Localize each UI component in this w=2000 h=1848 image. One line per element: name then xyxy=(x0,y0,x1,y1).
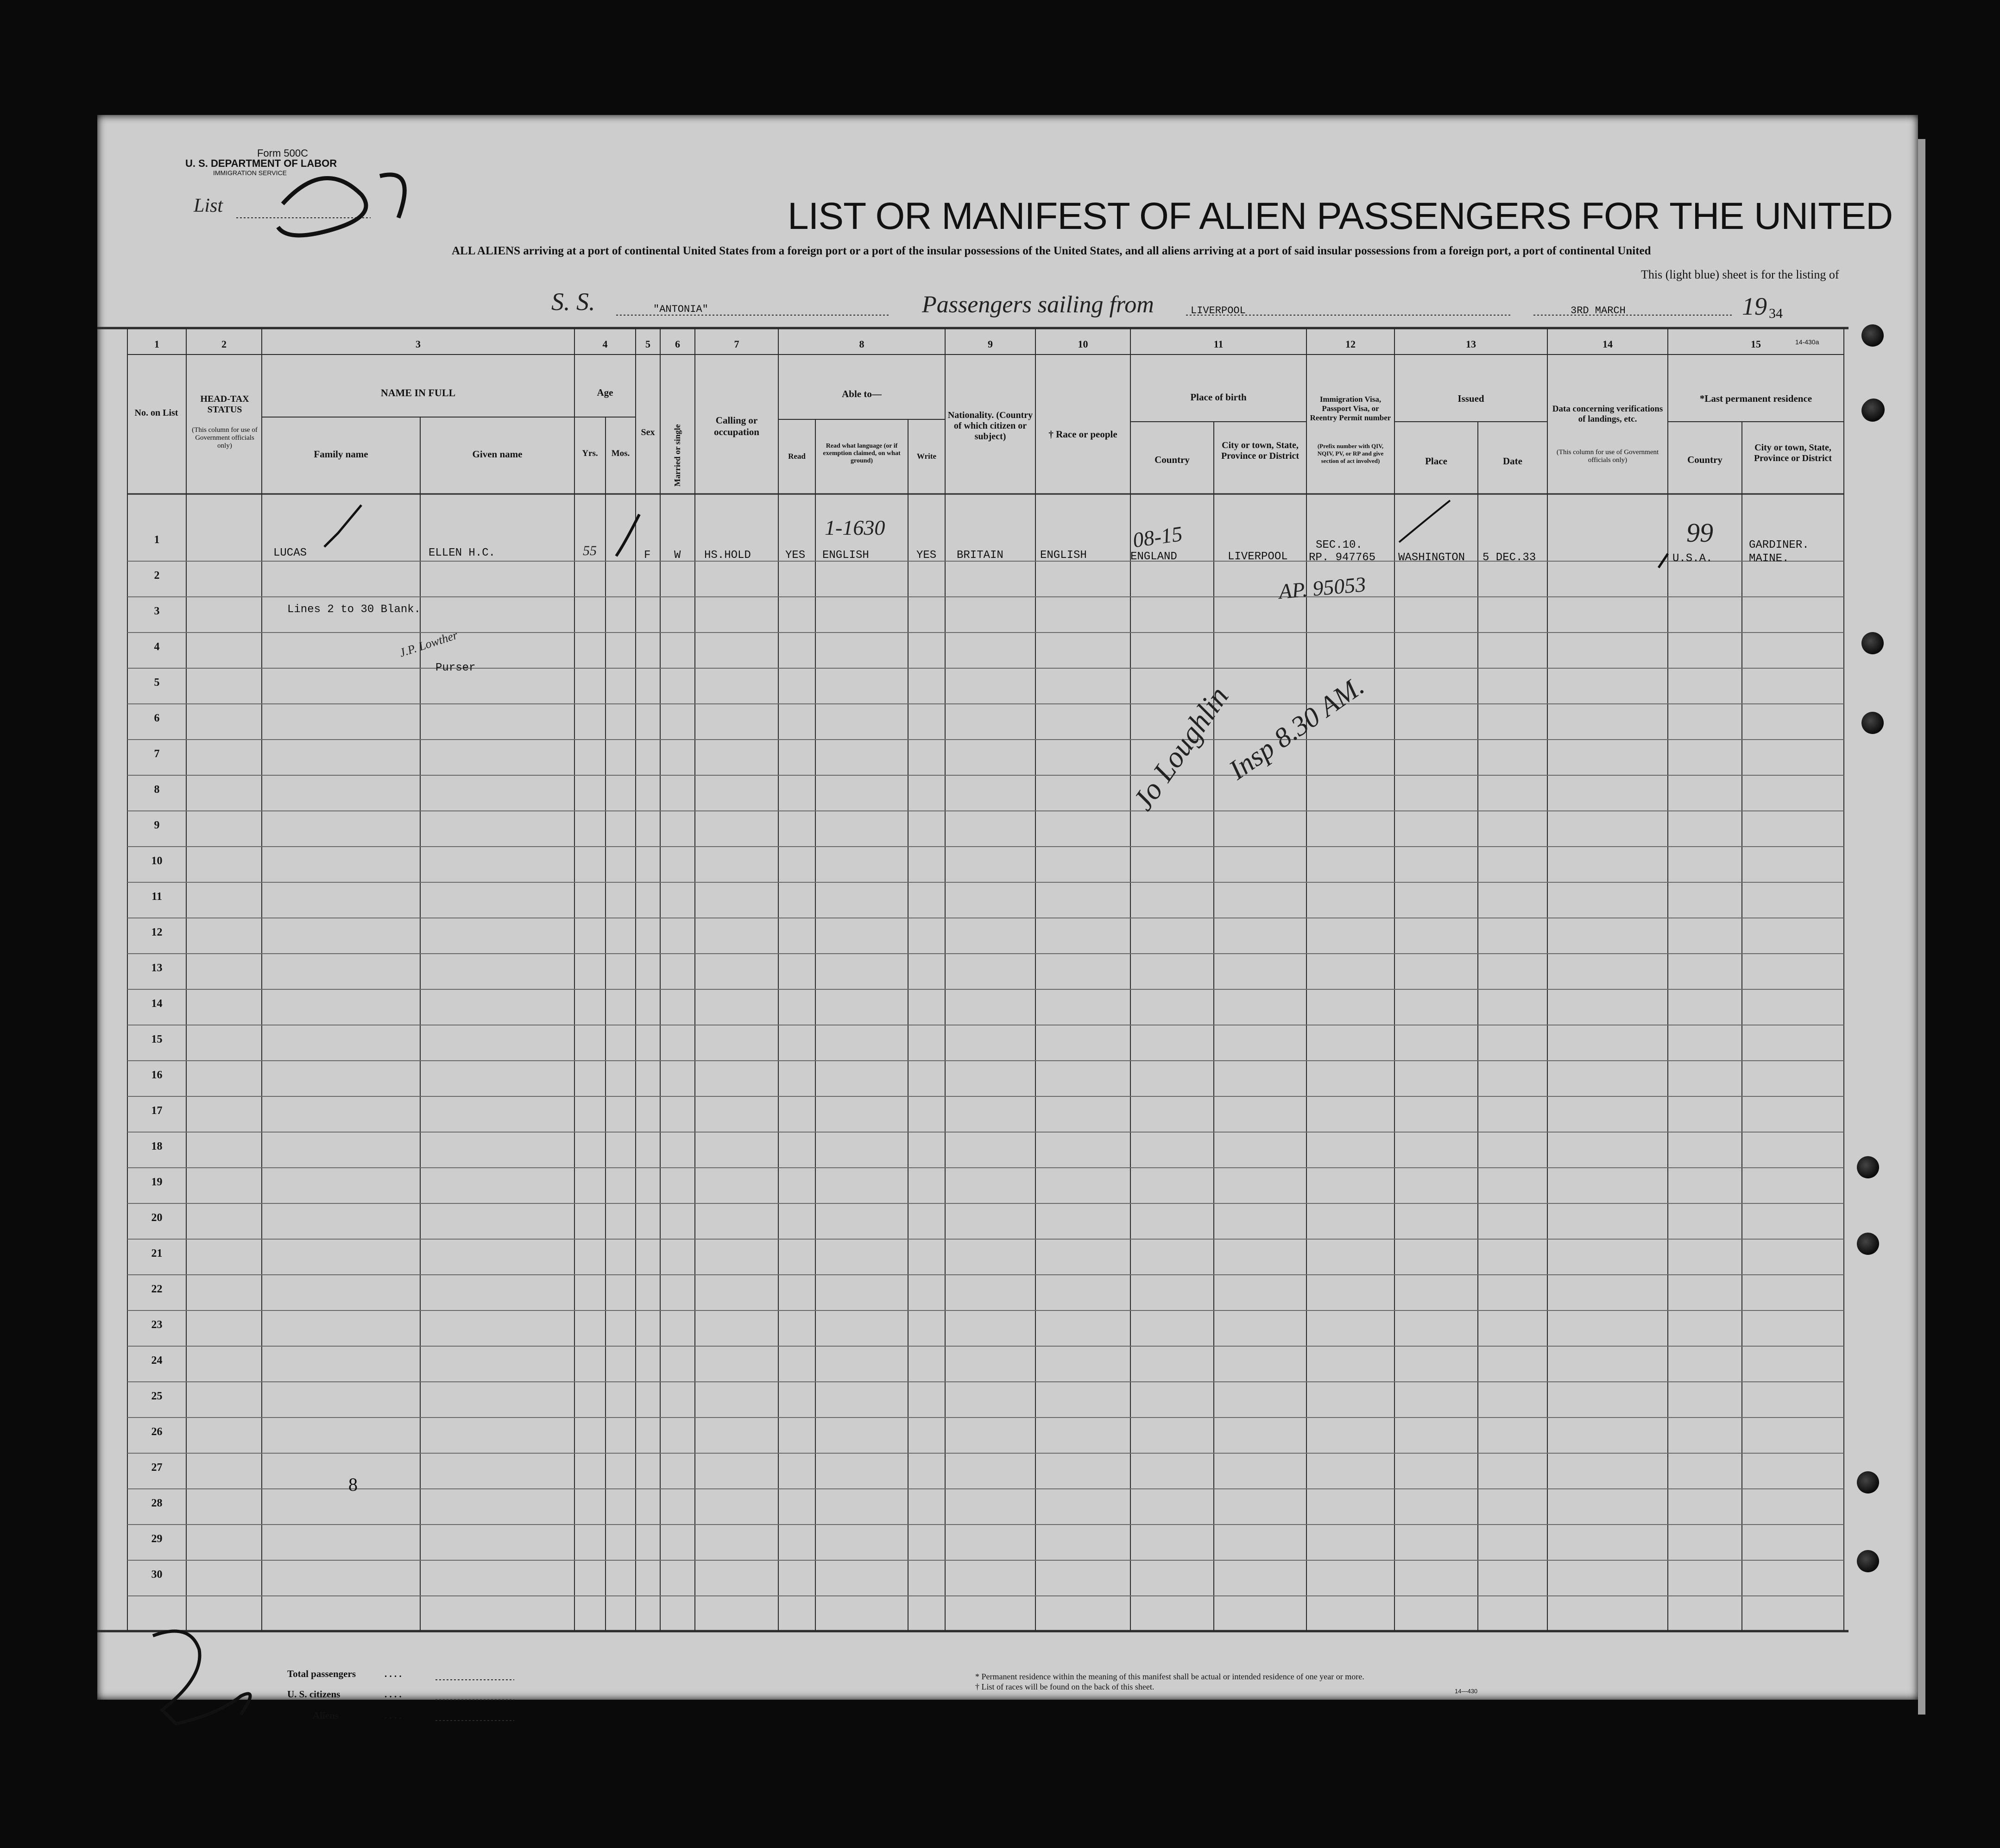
row-number: 24 xyxy=(151,1354,163,1367)
row-number: 4 xyxy=(154,641,160,653)
header-landing-data: Data concerning verifications of landings, etc. xyxy=(1552,404,1663,424)
passenger-read: YES xyxy=(785,549,806,562)
passenger-birth-country: ENGLAND xyxy=(1130,551,1177,563)
total-passengers-dots: . . . . xyxy=(385,1668,402,1679)
footnote-residence: * Permanent residence within the meaning of this manifest shall be actual or intended residence of one year or more. xyxy=(975,1672,1364,1681)
passenger-issued-date: 5 DEC.33 xyxy=(1483,551,1536,564)
col-number: 5 xyxy=(645,338,650,350)
header-able-to: Able to— xyxy=(842,388,882,399)
ship-name: "ANTONIA" xyxy=(653,304,708,315)
passenger-issued-place: WASHINGTON xyxy=(1398,551,1465,564)
header-read: Read xyxy=(788,452,806,461)
col-number: 8 xyxy=(859,338,864,350)
inspector-signature: Jo Loughlin xyxy=(1126,680,1235,816)
col-number: 3 xyxy=(416,338,421,350)
list-label: List xyxy=(194,195,223,216)
row-number: 18 xyxy=(151,1140,163,1152)
row-number: 12 xyxy=(151,926,163,938)
passenger-race: ENGLISH xyxy=(1040,549,1087,562)
port-name: LIVERPOOL xyxy=(1191,305,1246,316)
col-number: 1 xyxy=(154,338,159,350)
header-head-tax: HEAD-TAX STATUS xyxy=(200,394,249,415)
row-number: 19 xyxy=(151,1176,163,1188)
row-number: 25 xyxy=(151,1390,163,1402)
inspection-time: Insp 8.30 AM. xyxy=(1223,670,1370,785)
header-issued-date: Date xyxy=(1503,456,1522,467)
instruction-line-2: This (light blue) sheet is for the listing of xyxy=(1641,268,1839,281)
passenger-sex: F xyxy=(644,549,651,562)
row-number: 22 xyxy=(151,1283,163,1295)
birth-code: 08-15 xyxy=(1131,521,1184,552)
header-family-name: Family name xyxy=(314,449,368,460)
footer-code: 14—430 xyxy=(1455,1688,1478,1695)
instruction-line-1: ALL ALIENS arriving at a port of continental United States from a foreign port or a port of the insular possessions of the United States, and all aliens arriving at a port of said insular possessions from a foreign port, a port of continental United xyxy=(452,245,1651,257)
passenger-family-name: LUCAS xyxy=(273,547,307,559)
passenger-res-city: GARDINER. xyxy=(1749,539,1809,551)
row-number: 6 xyxy=(154,712,160,724)
col-number: 6 xyxy=(675,338,680,350)
header-issued: Issued xyxy=(1457,393,1484,404)
passenger-visa-section: SEC.10. xyxy=(1316,539,1363,551)
header-write: Write xyxy=(916,452,937,461)
passenger-res-country: U.S.A. xyxy=(1672,552,1713,565)
header-name-in-full: NAME IN FULL xyxy=(380,387,456,399)
header-visa-note: (Prefix number with QIV, NQIV, PV, or RP and give section of act involved) xyxy=(1317,443,1384,464)
col-number: 4 xyxy=(602,338,608,350)
form-number: Form 500C xyxy=(257,147,309,159)
col-number: 13 xyxy=(1466,338,1476,350)
header-calling: Calling or occupation xyxy=(713,415,759,437)
header-sex: Sex xyxy=(641,427,655,437)
aliens-dots: . . . . xyxy=(385,1710,402,1721)
row-number: 10 xyxy=(151,855,163,867)
passenger-write: YES xyxy=(916,549,937,562)
header-visa: Immigration Visa, Passport Visa, or Reentry Permit number xyxy=(1310,395,1391,422)
year-suffix: 34 xyxy=(1769,306,1783,321)
us-citizens-dots: . . . . xyxy=(385,1689,402,1700)
header-last-residence: *Last permanent residence xyxy=(1699,393,1812,404)
header-res-city: City or town, State, Province or District xyxy=(1754,443,1832,463)
header-head-tax-note: (This column for use of Government officials only) xyxy=(192,426,258,449)
total-passengers-label: Total passengers xyxy=(287,1668,356,1679)
passenger-marital-status: W xyxy=(674,549,681,562)
residence-code: 99 xyxy=(1686,518,1713,548)
col-number: 2 xyxy=(221,338,227,350)
row-number: 30 xyxy=(151,1569,163,1581)
language-code: 1-1630 xyxy=(825,516,885,539)
us-citizens-label: U. S. citizens xyxy=(287,1689,341,1700)
row-number: 29 xyxy=(151,1533,163,1545)
blank-lines-note: Lines 2 to 30 Blank. xyxy=(287,603,421,616)
row-number: 8 xyxy=(154,784,160,796)
header-read-language: Read what language (or if exemption claimed, on what ground) xyxy=(823,443,901,464)
header-married: Married or single xyxy=(673,424,682,487)
passenger-visa-number: RP. 947765 xyxy=(1309,551,1376,564)
purser-label: Purser xyxy=(435,662,476,674)
col-number: 7 xyxy=(734,338,739,350)
row-number: 15 xyxy=(151,1033,163,1045)
count-marker: 8 xyxy=(348,1474,358,1495)
header-no-on-list: No. on List xyxy=(134,408,178,418)
row-number: 27 xyxy=(151,1462,163,1474)
header-race: † Race or people xyxy=(1048,429,1117,440)
header-yrs: Yrs. xyxy=(582,449,598,458)
header-res-country: Country xyxy=(1687,454,1722,465)
footnote-races: † List of races will be found on the back of this sheet. xyxy=(975,1682,1155,1691)
service-label: IMMIGRATION SERVICE xyxy=(213,169,287,177)
header-age: Age xyxy=(597,387,613,398)
passenger-res-state: MAINE. xyxy=(1749,552,1789,565)
row-number: 3 xyxy=(154,605,160,617)
row-number: 9 xyxy=(154,819,160,831)
header-given-name: Given name xyxy=(472,449,523,460)
row-number: 16 xyxy=(151,1069,163,1081)
header-mos: Mos. xyxy=(611,449,630,458)
purser-signature: J.P. Lowther xyxy=(397,628,460,660)
col-number: 12 xyxy=(1345,338,1356,350)
row-number: 17 xyxy=(151,1105,163,1117)
col-number: 10 xyxy=(1078,338,1088,350)
aliens-label: Aliens xyxy=(313,1710,339,1721)
passenger-language: ENGLISH xyxy=(822,549,869,562)
passenger-age: 55 xyxy=(583,543,597,558)
row-number: 5 xyxy=(154,677,160,689)
row-number: 26 xyxy=(151,1426,163,1438)
header-landing-note: (This column for use of Government officials only) xyxy=(1556,449,1659,464)
row-number: 28 xyxy=(151,1497,163,1509)
sailing-date: 3RD MARCH xyxy=(1571,305,1626,316)
passenger-nationality: BRITAIN xyxy=(957,549,1003,562)
ap-number: AP. 95053 xyxy=(1278,572,1367,604)
passenger-given-name: ELLEN H.C. xyxy=(429,547,496,559)
row-number: 23 xyxy=(151,1319,163,1331)
row-number: 21 xyxy=(151,1247,163,1259)
passenger-birth-city: LIVERPOOL xyxy=(1228,551,1288,563)
col-number: 9 xyxy=(988,338,993,350)
col-number: 14 xyxy=(1603,338,1613,350)
header-nationality: Nationality. (Country of which citizen or subject) xyxy=(947,410,1033,442)
row-number: 7 xyxy=(154,748,160,760)
passenger-occupation: HS.HOLD xyxy=(704,549,751,562)
header-issued-place: Place xyxy=(1425,456,1447,467)
row-number: 11 xyxy=(151,891,162,903)
col-number: 15 xyxy=(1751,338,1761,350)
row-number: 14 xyxy=(151,998,163,1010)
form-code: 14-430a xyxy=(1795,338,1819,346)
header-place-of-birth: Place of birth xyxy=(1190,392,1247,403)
row-number: 13 xyxy=(151,962,163,974)
header-birth-country: Country xyxy=(1155,454,1190,465)
ss-label: S. S. xyxy=(551,288,595,316)
year-prefix: 19 xyxy=(1742,292,1767,320)
col-number: 11 xyxy=(1213,338,1224,350)
sailing-label: Passengers sailing from xyxy=(922,291,1154,318)
row-number: 1 xyxy=(154,534,160,546)
row-number: 2 xyxy=(154,570,160,582)
form-title: LIST OR MANIFEST OF ALIEN PASSENGERS FOR THE UNITED xyxy=(788,195,1893,237)
header-birth-city: City or town, State, Province or District xyxy=(1221,440,1300,461)
row-number: 20 xyxy=(151,1212,163,1224)
department-label: U. S. DEPARTMENT OF LABOR xyxy=(185,158,337,169)
